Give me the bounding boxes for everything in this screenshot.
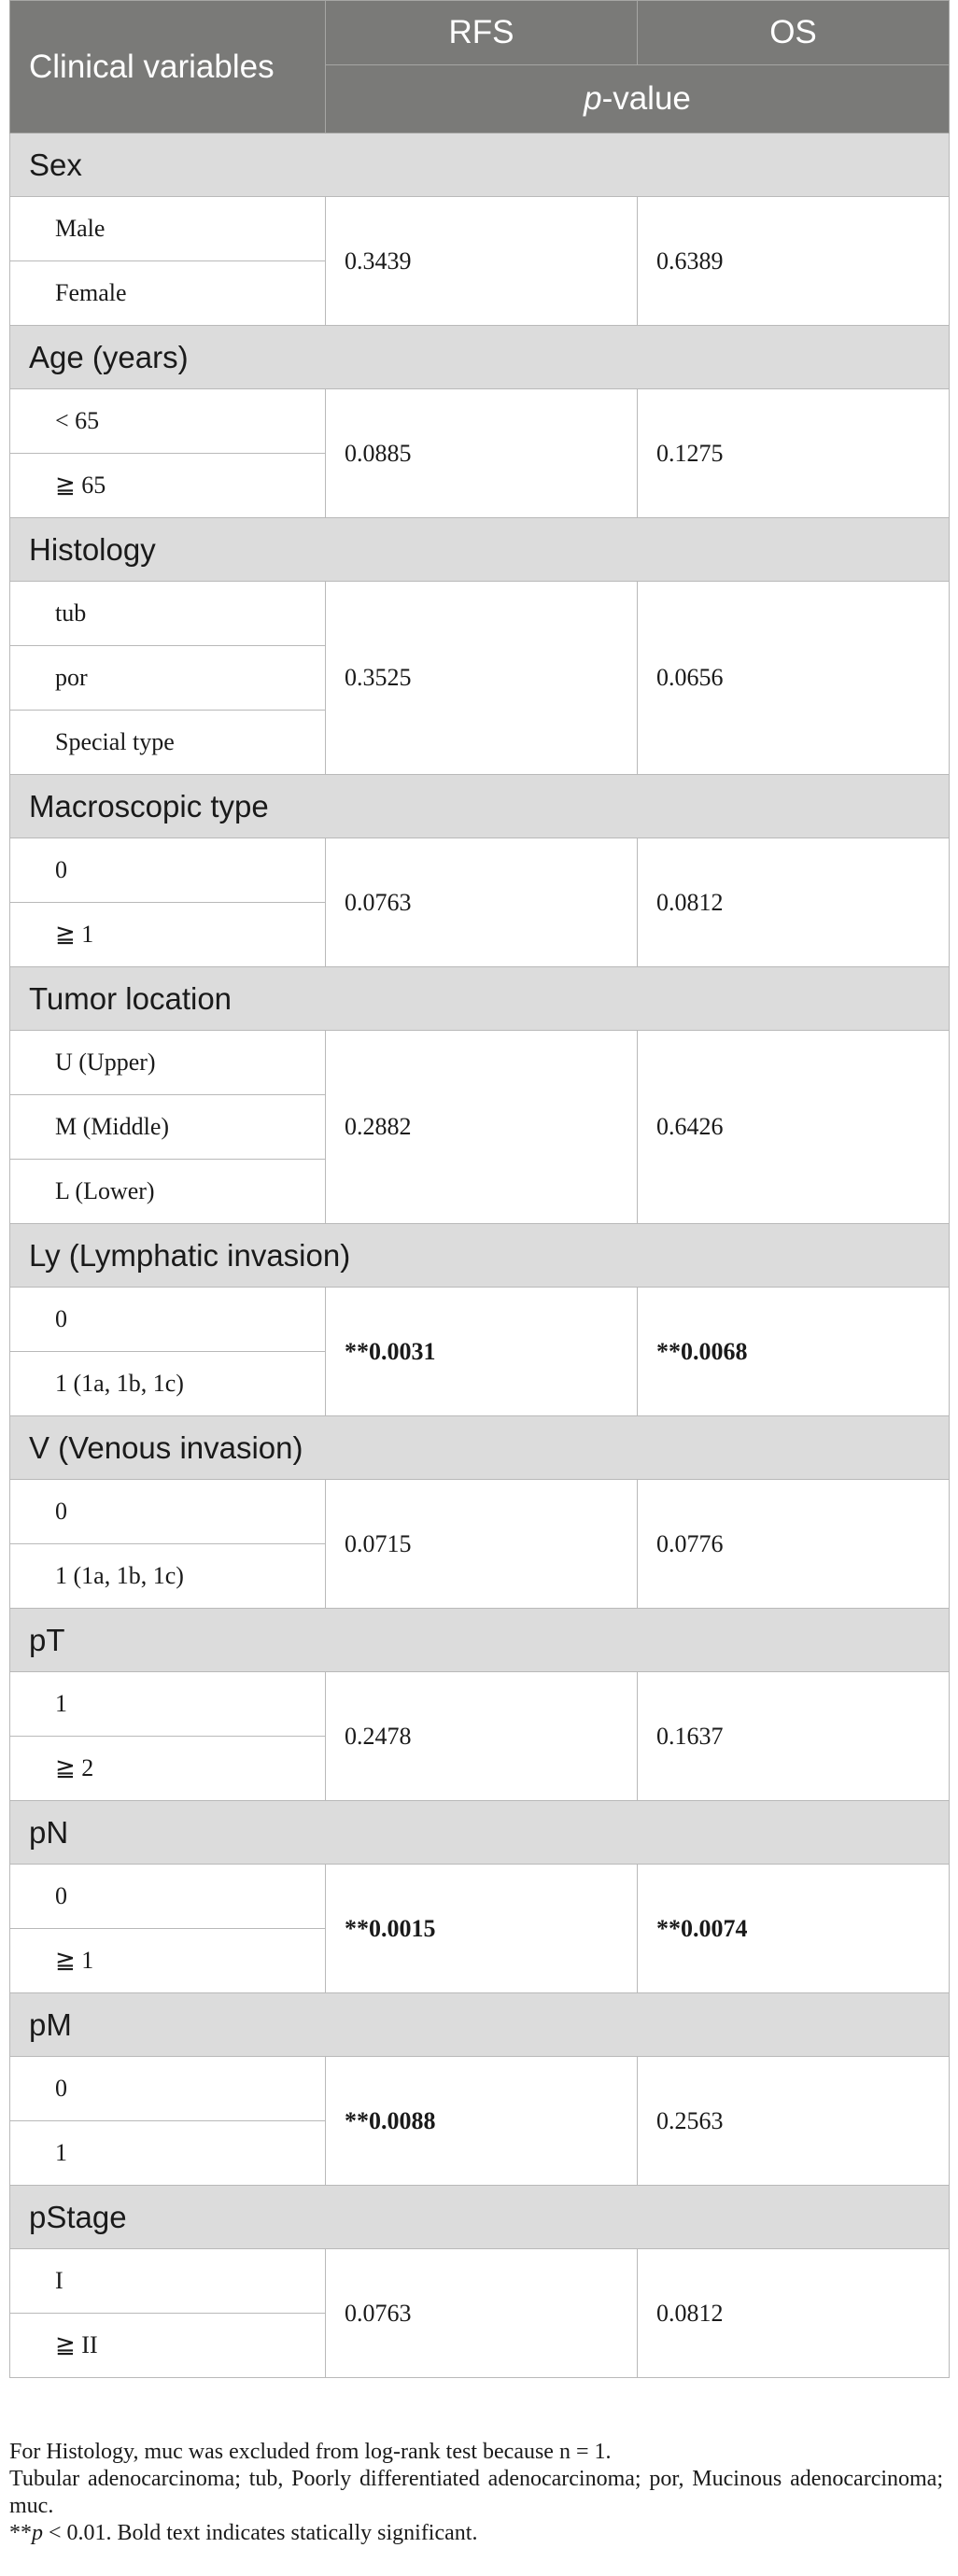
os-p-value: 0.0812: [638, 2249, 950, 2378]
row-label: 0: [10, 1288, 326, 1352]
section-header-row: [10, 1416, 950, 1480]
row-label: U (Upper): [10, 1031, 326, 1095]
section-title: Ly (Lymphatic invasion): [10, 1224, 950, 1288]
section-header-row: [10, 2186, 950, 2249]
os-p-value: **0.0068: [638, 1288, 950, 1416]
row-label: 0: [10, 1865, 326, 1929]
rfs-p-value: 0.0885: [326, 389, 638, 518]
row-label: Special type: [10, 711, 326, 775]
rfs-p-value: 0.3439: [326, 197, 638, 326]
rfs-p-value: 0.3525: [326, 582, 638, 775]
section-header-row: [10, 775, 950, 838]
os-p-value: 0.0776: [638, 1480, 950, 1609]
row-label: tub: [10, 582, 326, 646]
section-title: pT: [10, 1609, 950, 1672]
table-row: [10, 838, 950, 903]
rfs-p-value: **0.0088: [326, 2057, 638, 2186]
section-header-row: [10, 1609, 950, 1672]
footnote-p-italic: p: [32, 2521, 43, 2545]
section-header-row: [10, 967, 950, 1031]
os-p-value: 0.1275: [638, 389, 950, 518]
table-row: [10, 2057, 950, 2121]
header-p-rest: -value: [601, 80, 691, 117]
os-p-value: **0.0074: [638, 1865, 950, 1993]
table-row: [10, 582, 950, 646]
rfs-p-value: **0.0031: [326, 1288, 638, 1416]
header-rfs: RFS: [326, 1, 638, 65]
section-title: Tumor location: [10, 967, 950, 1031]
table-header: [10, 1, 950, 134]
row-label: ≧ 65: [10, 454, 326, 518]
row-label: ≧ 1: [10, 1929, 326, 1993]
os-p-value: 0.6426: [638, 1031, 950, 1224]
table-row: [10, 1865, 950, 1929]
footnote-histology: For Histology, muc was excluded from log-rank test because n = 1.: [9, 2440, 612, 2464]
section-title: Histology: [10, 518, 950, 582]
section-header-row: [10, 1801, 950, 1865]
table-row: [10, 2249, 950, 2314]
header-clinical-variables: Clinical variables: [10, 1, 326, 134]
row-label: 1 (1a, 1b, 1c): [10, 1352, 326, 1416]
section-header-row: [10, 326, 950, 389]
section-header-row: [10, 518, 950, 582]
section-header-row: [10, 134, 950, 197]
os-p-value: 0.1637: [638, 1672, 950, 1801]
row-label: L (Lower): [10, 1160, 326, 1224]
os-p-value: 0.0812: [638, 838, 950, 967]
row-label: 1: [10, 2121, 326, 2186]
section-title: pM: [10, 1993, 950, 2057]
row-label: ≧ 1: [10, 903, 326, 967]
header-p-italic: p: [584, 80, 602, 117]
row-label: ≧ II: [10, 2314, 326, 2378]
results-table-container: [9, 0, 949, 2378]
header-os: OS: [638, 1, 950, 65]
section-title: Sex: [10, 134, 950, 197]
row-label: M (Middle): [10, 1095, 326, 1160]
row-label: 0: [10, 1480, 326, 1544]
table-row: [10, 1672, 950, 1737]
header-p-value: [326, 65, 950, 134]
table-row: [10, 389, 950, 454]
section-title: pStage: [10, 2186, 950, 2249]
section-title: V (Venous invasion): [10, 1416, 950, 1480]
row-label: Male: [10, 197, 326, 261]
section-title: Macroscopic type: [10, 775, 950, 838]
rfs-p-value: 0.0763: [326, 838, 638, 967]
footnote-abbreviations: Tubular adenocarcinoma; tub, Poorly differentiated adenocarcinoma; por, Mucinous adenocarcinoma; muc.: [9, 2467, 943, 2518]
row-label: 0: [10, 2057, 326, 2121]
os-p-value: 0.0656: [638, 582, 950, 775]
row-label: ≧ 2: [10, 1737, 326, 1801]
section-header-row: [10, 1993, 950, 2057]
os-p-value: 0.2563: [638, 2057, 950, 2186]
table-row: [10, 1480, 950, 1544]
clinical-variables-table: [9, 0, 950, 2378]
rfs-p-value: 0.0715: [326, 1480, 638, 1609]
rfs-p-value: 0.0763: [326, 2249, 638, 2378]
table-row: [10, 1288, 950, 1352]
footnote-asterisks: **: [9, 2521, 32, 2545]
rfs-p-value: **0.0015: [326, 1865, 638, 1993]
section-title: pN: [10, 1801, 950, 1865]
table-row: [10, 1031, 950, 1095]
table-body: [10, 134, 950, 2378]
row-label: por: [10, 646, 326, 711]
rfs-p-value: 0.2478: [326, 1672, 638, 1801]
rfs-p-value: 0.2882: [326, 1031, 638, 1224]
row-label: < 65: [10, 389, 326, 454]
section-header-row: [10, 1224, 950, 1288]
section-title: Age (years): [10, 326, 950, 389]
footnote-significance-text: < 0.01. Bold text indicates statically significant.: [43, 2521, 478, 2545]
row-label: 1 (1a, 1b, 1c): [10, 1544, 326, 1609]
row-label: Female: [10, 261, 326, 326]
row-label: I: [10, 2249, 326, 2314]
row-label: 0: [10, 838, 326, 903]
row-label: 1: [10, 1672, 326, 1737]
table-row: [10, 197, 950, 261]
footnote-significance: [9, 2520, 943, 2547]
os-p-value: 0.6389: [638, 197, 950, 326]
table-footnotes: [9, 2439, 943, 2547]
